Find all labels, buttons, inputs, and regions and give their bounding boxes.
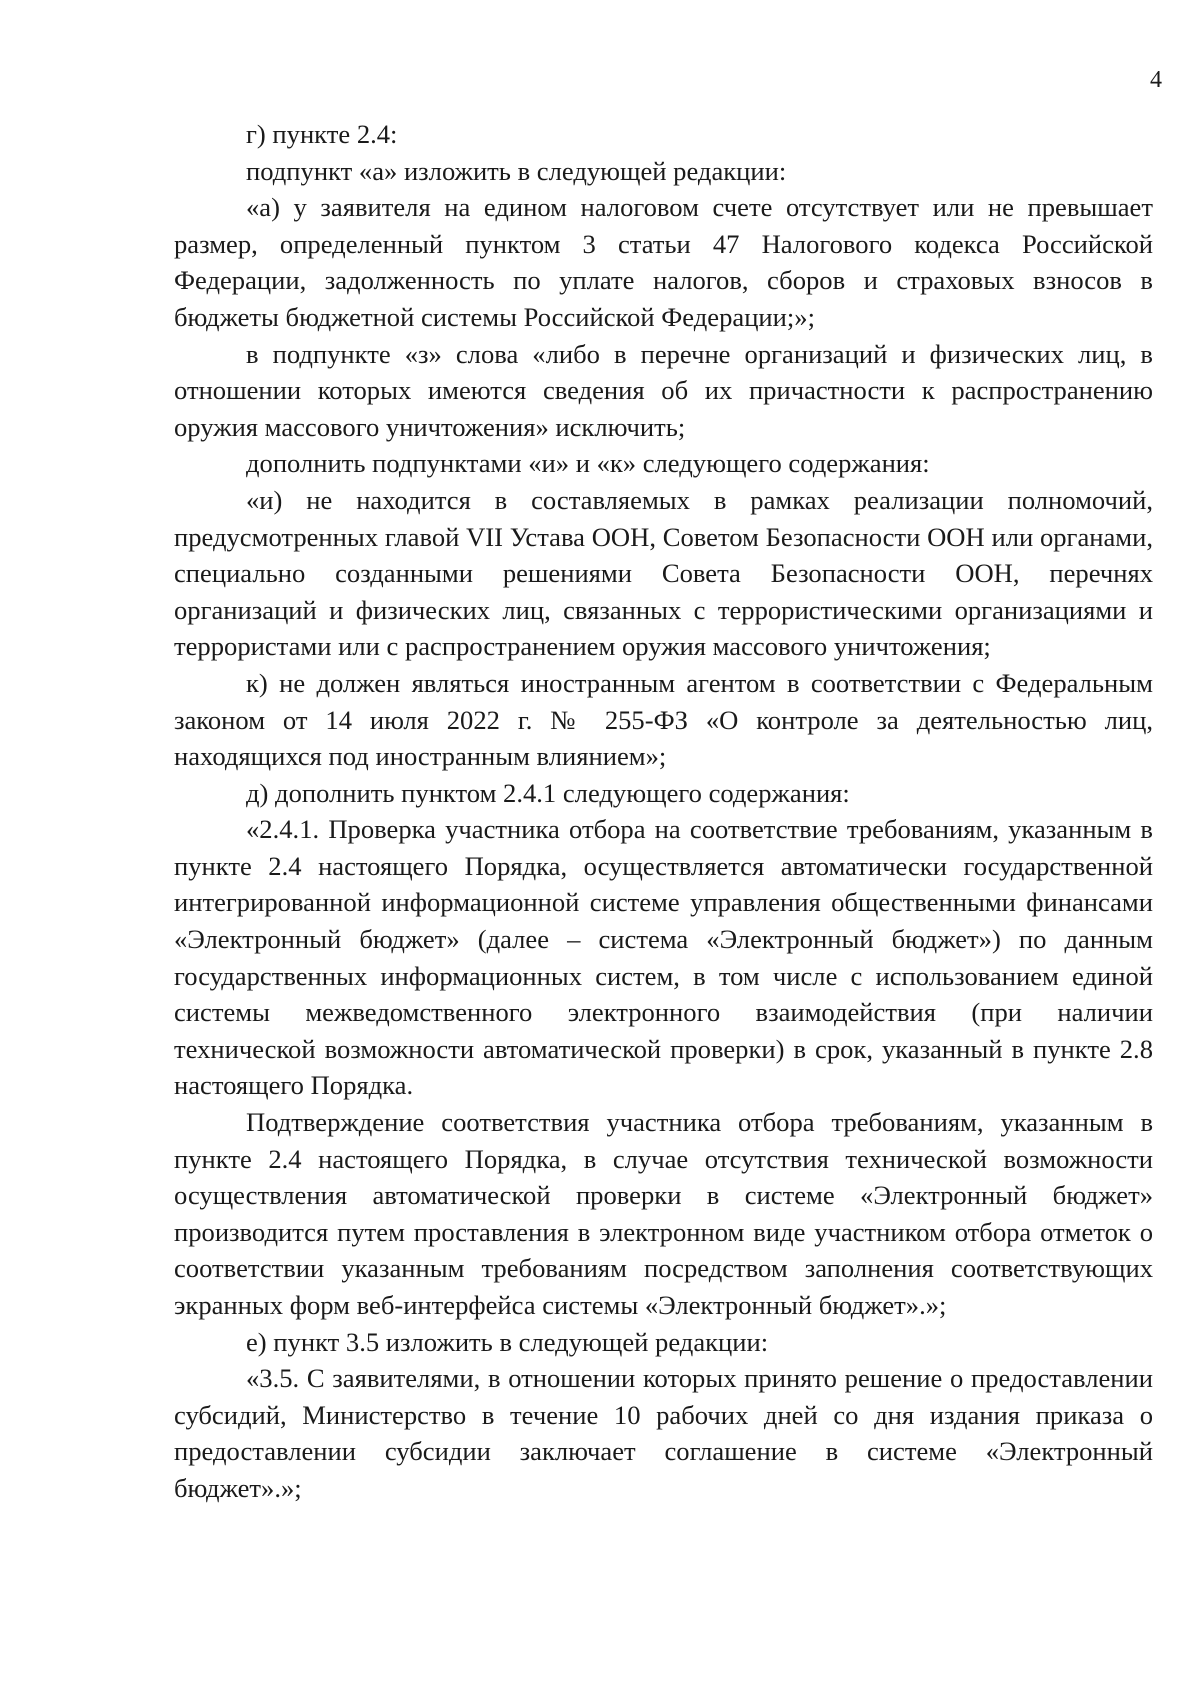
paragraph-subitem-a-text: «а) у заявителя на едином налоговом счете отсутствует или не превышает размер, определенный пунктом 3 статьи 47 Налогового кодекса Российской Федерации, задолженность по уплате налогов, сборов и страховых взносов в бюджеты бюджетной системы Российской Федерации;»; <box>174 192 1153 332</box>
paragraph-clause-3-5: «3.5. С заявителями, в отношении которых принято решение о предоставлении субсидий, Министерство в течение 10 рабочих дней со дня издания приказа о предоставлении субсидии заключает соглашение в системе «Электронный бюджет».»; <box>174 1363 1153 1503</box>
document-body <box>174 116 1153 1507</box>
page-number: 4 <box>1150 67 1162 93</box>
paragraph-subitem-z: в подпункте «з» слова «либо в перечне организаций и физических лиц, в отношении которых имеются сведения об их причастности к распространению оружия массового уничтожения» исключить; <box>174 338 1153 442</box>
paragraph-subitem-a-intro: подпункт «а» изложить в следующей редакции: <box>246 155 787 186</box>
paragraph-item-g: г) пункте 2.4: <box>246 119 398 149</box>
paragraph-subitem-k: к) не должен являться иностранным агентом в соответствии с Федеральным законом от 14 июля 2022 г. № 255-ФЗ «О контроле за деятельностью лиц, находящихся под иностранным влиянием»; <box>174 667 1153 772</box>
paragraph-confirmation: Подтверждение соответствия участника отбора требованиям, указанным в пункте 2.4 настоящего Порядка, в случае отсутствия технической возможности осуществления автоматической проверки в системе «Электронный бюджет» производится путем проставления в электронном виде участником отбора отметок о соответствии указанным требованиям посредством заполнения соответствующих экранных форм веб-интерфейса системы «Электронный бюджет».»; <box>174 1107 1153 1320</box>
paragraph-clause-2-4-1: «2.4.1. Проверка участника отбора на соответствие требованиям, указанным в пункте 2.4 настоящего Порядка, осуществляется автоматически государственной интегрированной информационной системе управления общественными финансами «Электронный бюджет» (далее – система «Электронный бюджет») по данным государственных информационных систем, в том числе с использованием единой системы межведомственного электронного взаимодействия (при наличии технической возможности автоматической проверки) в срок, указанный в пункте 2.8 настоящего Порядка. <box>174 814 1153 1101</box>
paragraph-add-subitems-intro: дополнить подпунктами «и» и «к» следующего содержания: <box>246 448 930 479</box>
paragraph-item-d: д) дополнить пунктом 2.4.1 следующего содержания: <box>246 777 850 808</box>
paragraph-subitem-i: «и) не находится в составляемых в рамках реализации полномочий, предусмотренных главой VII Устава ООН, Советом Безопасности ООН или органами, специально созданными решениями Совета Безопасности ООН, перечнях организаций и физических лиц, связанных с террористическими организациями и террористами или с распространением оружия массового уничтожения; <box>174 484 1153 662</box>
paragraph-item-e: е) пункт 3.5 изложить в следующей редакции: <box>246 1326 769 1357</box>
